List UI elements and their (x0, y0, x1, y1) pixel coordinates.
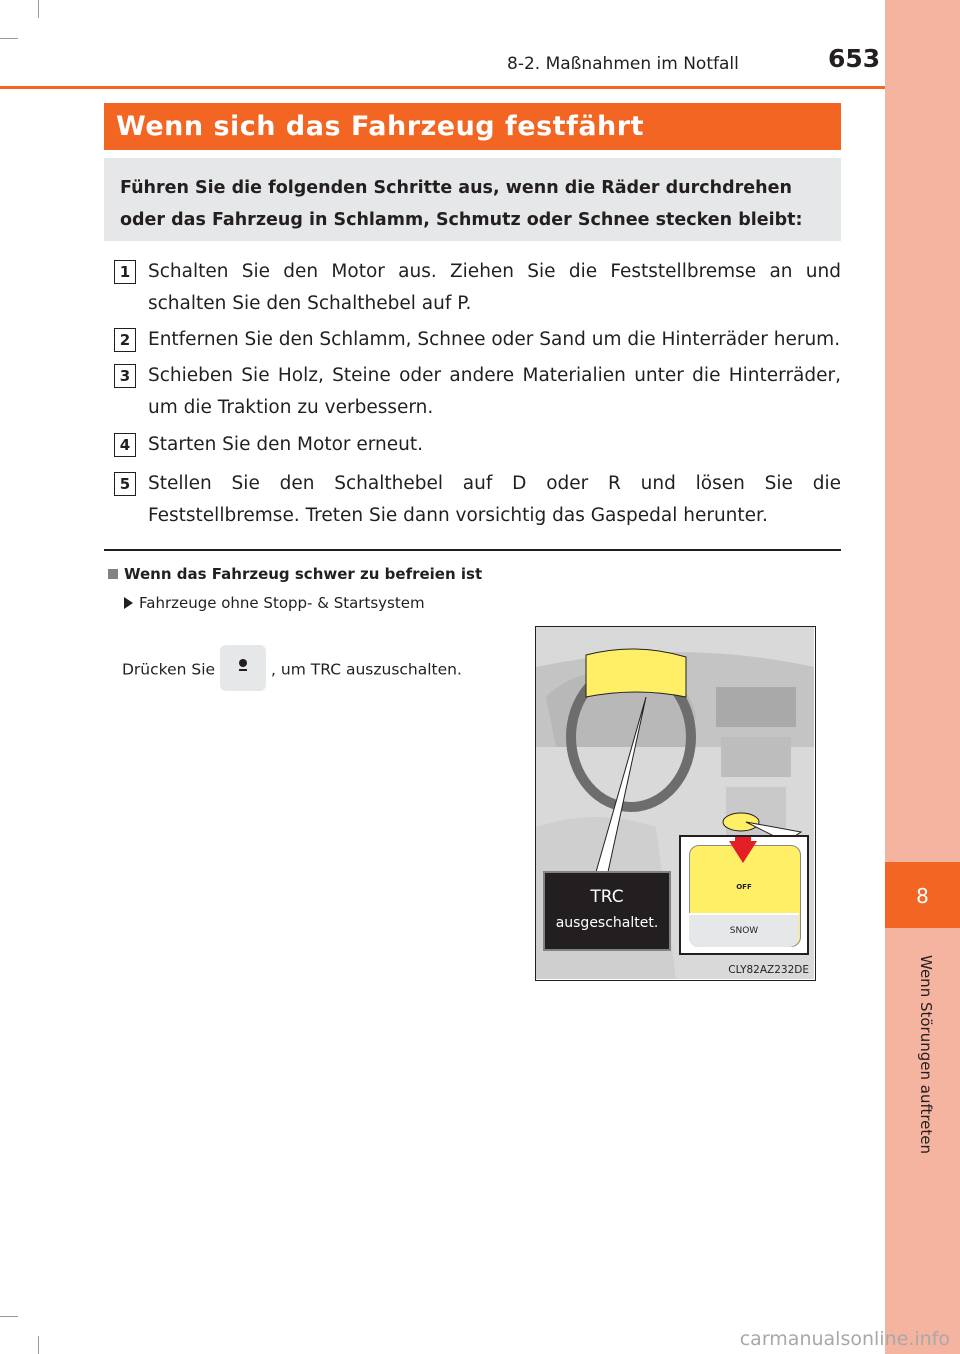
trc-off-button-icon (220, 645, 266, 691)
note-sub-item (124, 594, 425, 612)
intro-box: Führen Sie die folgenden Schritte aus, wenn die Räder durchdrehen oder das Fahrzeug in Schlamm, Schmutz oder Schnee stecken bleibt: (104, 158, 841, 241)
step-number: 3 (114, 364, 136, 388)
trc-line-2: ausgeschaltet. (555, 915, 659, 931)
watermark: carmanualsonline.info (739, 1328, 950, 1350)
trc-status-display (543, 871, 671, 951)
step-text: Schalten Sie den Motor aus. Ziehen Sie die Feststellbremse an und schalten Sie den Schalthebel auf P. (148, 261, 841, 314)
dashboard-illustration (535, 626, 816, 981)
crop-mark (0, 38, 18, 39)
step-number: 1 (114, 260, 136, 284)
step-number: 5 (114, 472, 136, 496)
button-closeup (679, 835, 809, 955)
section-divider (104, 549, 841, 551)
off-label: OFF (736, 883, 752, 891)
triangle-bullet-icon (124, 597, 133, 609)
trc-line-1: TRC (590, 887, 624, 907)
chapter-number: 8 (916, 884, 929, 908)
figure-code: CLY82AZ232DE (728, 964, 809, 976)
red-arrow-icon (729, 841, 757, 863)
crop-mark (38, 1336, 39, 1354)
step-text: Stellen Sie den Schalthebel auf D oder R und lösen Sie die Feststellbremse. Treten Sie dann vorsichtig das Gaspedal herunter. (148, 473, 841, 526)
crop-mark (38, 0, 39, 18)
section-title: 8-2. Maßnahmen im Notfall (507, 54, 739, 74)
press-before-text: Drücken Sie (122, 660, 216, 679)
page-heading: Wenn sich das Fahrzeug festfährt (104, 103, 841, 150)
step-text: Entfernen Sie den Schlamm, Schnee oder Sand um die Hinterräder herum. (148, 329, 841, 350)
step-number: 2 (114, 328, 136, 352)
header-rule (0, 86, 885, 89)
crop-mark (0, 1316, 18, 1317)
page-number: 653 (828, 44, 881, 73)
press-instruction (122, 647, 462, 693)
step-text: Schieben Sie Holz, Steine oder andere Materialien unter die Hinterräder, um die Traktion zu verbessern. (148, 365, 841, 418)
note-heading (108, 565, 482, 583)
note-heading-text: Wenn das Fahrzeug schwer zu befreien ist (124, 565, 483, 583)
chapter-label: Wenn Störungen auftreten (917, 955, 935, 1155)
step-text: Starten Sie den Motor erneut. (148, 434, 424, 455)
step-number: 4 (114, 433, 136, 457)
note-sub-item-text: Fahrzeuge ohne Stopp- & Startsystem (139, 594, 425, 612)
snow-button: SNOW (689, 913, 799, 947)
square-bullet-icon (108, 569, 118, 579)
press-after-text: , um TRC auszuschalten. (271, 660, 462, 679)
